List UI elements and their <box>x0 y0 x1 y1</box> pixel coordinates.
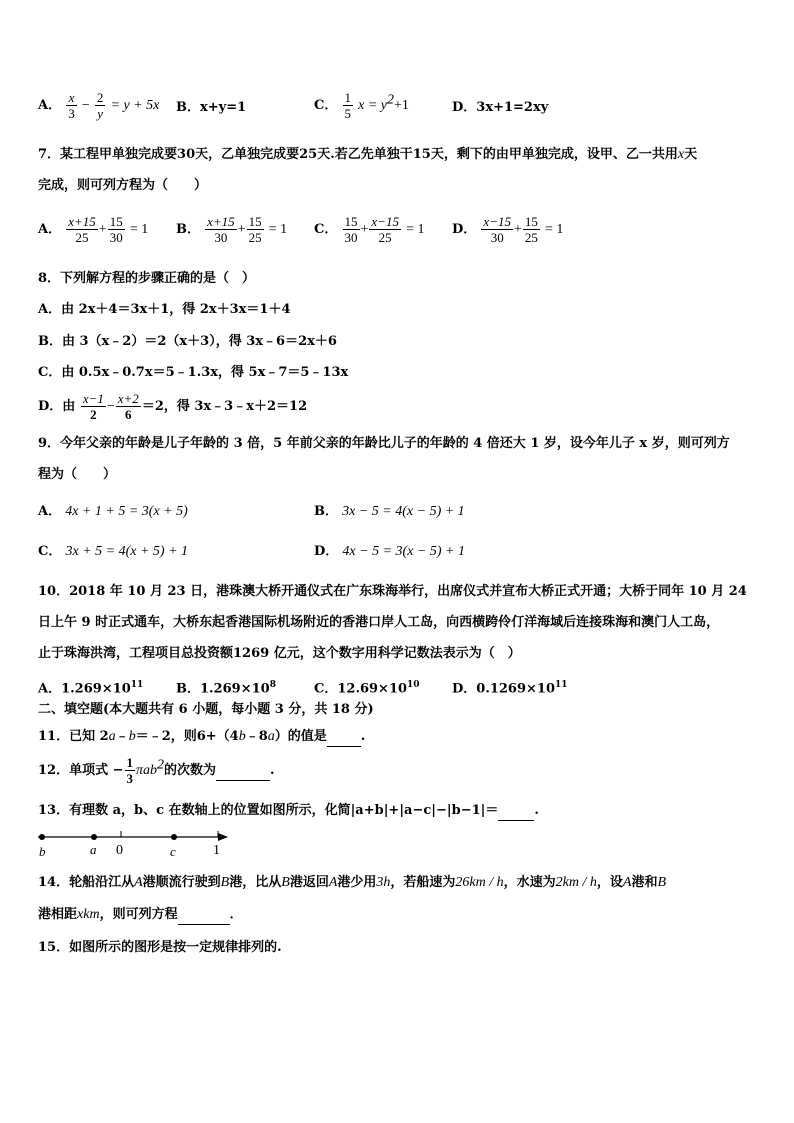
answer-blank <box>327 728 361 747</box>
q6-option-b: B．x+y=1 <box>176 100 247 115</box>
q9-option-d: D． 4x − 5 = 3(x − 5) + 1 <box>314 544 465 559</box>
q9-stem-line2: 程为（ ） <box>38 467 117 482</box>
q9-stem-line1: 9．今年父亲的年龄是儿子年龄的 3 倍，5 年前父亲的年龄比儿子的年龄的 4 倍还大 1 岁，设今年儿子 x 岁，则可列方 <box>38 436 730 451</box>
q10-option-d: D．$0.1269\times 10^{11}$ <box>452 680 568 697</box>
q7-stem-line2: 完成，则可列方程为（ ） <box>38 178 208 193</box>
section-heading: 二、填空题(本大题共有 6 小题，每小题 3 分，共 18 分) <box>38 702 374 717</box>
q6-option-d: D．3x+1=2xy <box>452 100 549 115</box>
q6-option-a: A． $\frac{x}{3}$ − $\frac{2}{y}$ = y + 5x <box>38 90 160 121</box>
point-b <box>39 834 45 840</box>
q6-option-c: C． $\frac{1}{5}$ $x = y^2+1$ <box>314 90 409 121</box>
label-1: 1 <box>213 843 220 858</box>
q14-line2: 港相距xkm，则可列方程 ． <box>38 906 243 925</box>
q10-option-a: A．$1.269\times 10^{11}$ <box>38 680 144 697</box>
q7-stem-line1: 7．某工程甲单独完成要30天，乙单独完成要25天.若乙先单独干15天，剩下的由甲单独完成，设甲、乙一共用x天 <box>38 147 698 162</box>
point-a <box>91 834 97 840</box>
q10-option-c: C．$12.69\times 10^{10}$ <box>314 680 420 697</box>
q7-option-a: A． $\frac{x+15}{25}$ + $\frac{15}{30}$ = 1 <box>38 214 149 245</box>
fraction: $\frac{x}{3}$ <box>68 90 75 121</box>
q12: 12．单项式 − $\frac{1}{3}$ πab$^2$的次数为 . <box>38 755 275 786</box>
q8-option-b: B．由 3（x﹣2）＝2（x＋3），得 3x﹣6＝2x＋6 <box>38 334 337 349</box>
fraction: $\frac{2}{y}$ <box>96 90 104 121</box>
label-a: a <box>90 842 97 857</box>
q8-option-a: A．由 2x＋4＝3x＋1，得 2x＋3x＝1＋4 <box>38 302 291 317</box>
answer-blank <box>178 906 230 925</box>
label-c: c <box>170 844 176 859</box>
q9-option-b: B． 3x − 5 = 4(x − 5) + 1 <box>314 504 465 519</box>
q13: 13．有理数 a，b、c 在数轴上的位置如图所示，化简|a+b|+|a−c|−|b−1|＝ . <box>38 802 539 821</box>
q14-line1: 14．轮船沿江从A港顺流行驶到B港，比从B港返回A港少用3h，若船速为26km / h，水速为2km / h，设A港和B <box>38 875 667 890</box>
q10-stem-line2: 日上午 9 时正式通车，大桥东起香港国际机场附近的香港口岸人工岛，向西横跨伶仃洋海域后连接珠海和澳门人工岛， <box>38 615 720 630</box>
q8-option-d: D．由 $\frac{x-1}{2}$ − $\frac{x+2}{6}$ ＝2，得 3x﹣3﹣x＋2＝12 <box>38 391 308 422</box>
q8-stem: 8．下列解方程的步骤正确的是（ ） <box>38 271 256 286</box>
q11: 11．已知 2a﹣b＝﹣2，则6+（4b﹣8a）的值是 . <box>38 728 365 747</box>
number-line <box>30 826 240 860</box>
answer-blank <box>216 762 270 781</box>
fraction: $\frac{1}{5}$ <box>344 90 351 121</box>
q10-stem-line1: 10．2018 年 10 月 23 日，港珠澳大桥开通仪式在广东珠海举行，出席仪式并宣布大桥正式开通；大桥于同年 10 月 24 <box>38 584 747 599</box>
q7-option-c: C． $\frac{15}{30}$ + $\frac{x-15}{25}$ = 1 <box>314 214 425 245</box>
q7-option-b: B． $\frac{x+15}{30}$ + $\frac{15}{25}$ = 1 <box>176 214 288 245</box>
point-c <box>171 834 177 840</box>
q10-stem-line3: 止于珠海洪湾，工程项目总投资额1269 亿元，这个数字用科学记数法表示为（ ） <box>38 646 521 661</box>
q9-option-a: A． 4x + 1 + 5 = 3(x + 5) <box>38 504 188 519</box>
q10-option-b: B．$1.269\times 10^8$ <box>176 680 276 697</box>
arrow-icon <box>218 833 228 841</box>
label-0: 0 <box>116 843 123 858</box>
q8-option-c: C．由 0.5x﹣0.7x＝5﹣1.3x，得 5x﹣7＝5﹣13x <box>38 365 349 380</box>
q15: 15．如图所示的图形是按一定规律排列的. <box>38 940 282 955</box>
label-b: b <box>39 844 46 859</box>
q9-option-c: C． 3x + 5 = 4(x + 5) + 1 <box>38 544 189 559</box>
q7-option-d: D． $\frac{x-15}{30}$ + $\frac{15}{25}$ = 1 <box>452 214 564 245</box>
answer-blank <box>498 802 534 821</box>
